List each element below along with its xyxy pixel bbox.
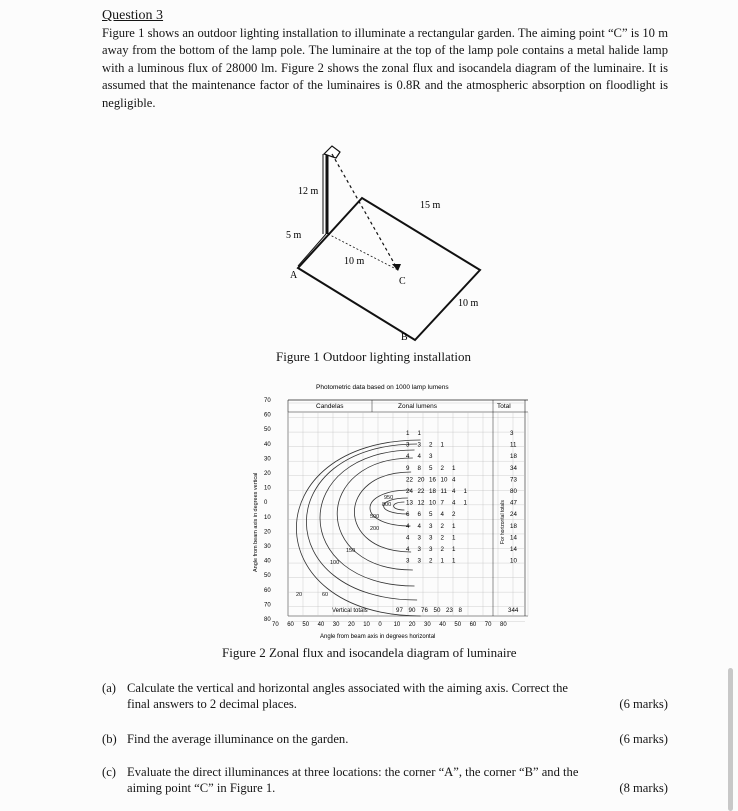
fig2-row-total: 18	[510, 522, 517, 530]
fig2-y-tick: 40	[264, 558, 271, 565]
fig2-row-total: 11	[510, 441, 517, 449]
part-c-label: (c)	[102, 765, 116, 779]
fig2-zonal-cell: 3	[429, 522, 433, 530]
part-b-label: (b)	[102, 732, 117, 746]
fig2-row-total: 18	[510, 453, 517, 461]
fig2-zonal-cell: 4	[417, 522, 421, 530]
garden-outline	[298, 198, 480, 340]
fig2-zonal-cell: 2	[440, 464, 444, 472]
fig2-row-total: 14	[510, 546, 517, 553]
fig2-zonal-cell: 7	[440, 499, 444, 507]
fig2-zonal-cell: 9	[406, 464, 410, 472]
fig2-zonal-cell: 6	[417, 511, 421, 519]
fig2-vertical-total: 76	[421, 607, 428, 614]
fig2-grand-total: 344	[508, 607, 519, 614]
fig2-zonal-cell: 4	[406, 546, 410, 553]
fig2-header: Photometric data based on 1000 lamp lumens	[316, 384, 449, 391]
figure-2-diagram	[240, 380, 535, 642]
scrollbar[interactable]	[728, 668, 733, 811]
fig2-zonal-cell: 4	[406, 522, 410, 530]
fig2-x-axis-label: Angle from beam axis in degrees horizontal	[320, 634, 436, 640]
fig2-vertical-total: 90	[408, 607, 416, 614]
fig2-vertical-total: 50	[433, 607, 441, 614]
part-c	[102, 764, 668, 798]
fig2-x-tick: 60	[469, 622, 477, 628]
fig2-zonal-cell: 12	[417, 499, 425, 507]
fig2-zonal-cell: 2	[440, 534, 444, 542]
fig2-contour-label: 200	[370, 526, 380, 532]
fig2-y-tick: 0	[264, 500, 268, 507]
fig2-x-tick: 40	[439, 622, 446, 628]
fig2-contour-label: 800	[382, 502, 392, 508]
figure-1-diagram	[260, 140, 490, 345]
part-a-text: Calculate the vertical and horizontal angles associated with the aiming axis. Correct the final answers to 2 decimal places.	[127, 681, 568, 711]
figure-1-caption: Figure 1 Outdoor lighting installation	[276, 349, 471, 364]
fig2-zonal-cell: 10	[440, 476, 448, 484]
fig2-zonal-cell: 1	[463, 488, 467, 495]
fig2-zonal-cell: 2	[440, 546, 444, 553]
fig2-x-tick: 30	[332, 622, 340, 628]
fig2-zonal-cell: 4	[417, 453, 421, 461]
fig2-side-label: For horizontal totals	[500, 500, 506, 544]
fig2-zonal-cell: 8	[417, 464, 421, 472]
fig2-y-tick: 80	[264, 617, 271, 623]
fig2-zonal-cell: 6	[406, 511, 410, 519]
fig2-zonal-cell: 1	[452, 557, 456, 565]
part-b	[102, 731, 668, 749]
fig2-col-zonal: Zonal lumens	[398, 403, 438, 410]
fig2-zonal-cell: 5	[429, 464, 433, 472]
fig2-zonal-cell: 1	[452, 534, 456, 542]
fig2-zonal-cell: 2	[452, 511, 456, 519]
fig2-zonal-cell: 3	[406, 441, 410, 449]
fig2-y-tick: 50	[264, 573, 271, 580]
fig2-zonal-cell: 2	[429, 441, 433, 449]
fig2-zonal-cell: 3	[417, 546, 421, 553]
fig2-zonal-cell: 3	[429, 534, 433, 542]
fig2-zonal-cell: 4	[406, 453, 410, 461]
fig2-zonal-cell: 18	[429, 488, 436, 495]
fig2-zonal-cell: 5	[429, 511, 433, 519]
fig2-row-total: 14	[510, 534, 517, 542]
label-point-c: C	[399, 276, 406, 287]
fig2-zonal-cell: 24	[406, 488, 413, 495]
label-5m: 5 m	[286, 230, 302, 241]
fig2-vertical-total: 97	[396, 607, 403, 614]
label-corner-a: A	[290, 270, 298, 281]
fig2-y-tick: 50	[264, 427, 271, 434]
fig2-x-tick: 40	[317, 622, 325, 628]
fig2-row-total: 24	[510, 511, 517, 519]
fig2-y-tick: 60	[264, 412, 271, 419]
part-c-marks: (8 marks)	[619, 781, 668, 795]
fig2-x-tick: 20	[408, 622, 416, 628]
fig2-zonal-cell: 4	[452, 499, 456, 507]
fig2-contour-label: 150	[346, 548, 356, 554]
label-long-side: 15 m	[420, 200, 441, 211]
fig2-zonal-cell: 1	[452, 546, 456, 553]
fig2-row-total: 80	[510, 488, 517, 495]
fig2-contour-label: 20	[296, 592, 303, 598]
part-a	[102, 680, 668, 714]
fig2-zonal-cell: 4	[452, 476, 456, 484]
fig2-y-tick: 40	[264, 441, 271, 448]
fig2-zonal-cell: 11	[440, 488, 447, 495]
fig2-row-total: 34	[510, 464, 517, 472]
fig2-zonal-cell: 1	[440, 441, 444, 449]
fig2-col-total: Total	[497, 403, 511, 410]
fig2-x-tick: 70	[272, 622, 279, 628]
fig2-row-total: 10	[510, 557, 517, 565]
fig2-contour-label: 100	[330, 560, 340, 566]
fig2-zonal-cell: 1	[440, 557, 444, 565]
part-c-text: Evaluate the direct illuminances at three locations: the corner “A”, the corner “B” and the aiming point “C” in Figure 1.	[127, 765, 579, 795]
fig2-x-tick: 10	[363, 622, 370, 628]
fig2-y-tick: 10	[264, 514, 271, 521]
fig2-vertical-totals-label: Vertical totals	[332, 608, 368, 614]
fig2-zonal-cell: 3	[417, 441, 421, 449]
fig2-x-tick: 50	[454, 622, 462, 628]
fig2-row-total: 73	[510, 476, 517, 484]
fig2-zonal-cell: 3	[417, 534, 421, 542]
part-b-marks: (6 marks)	[619, 732, 668, 746]
fig2-row-total: 3	[510, 430, 514, 437]
fig2-zonal-cell: 22	[406, 476, 413, 484]
fig2-zonal-cell: 3	[417, 557, 421, 565]
fig2-y-tick: 20	[264, 529, 271, 536]
fig2-y-tick: 60	[264, 587, 271, 594]
fig2-y-axis-label: Angle from beam axis in degrees vertical	[253, 472, 259, 572]
fig2-x-tick: 0	[378, 622, 382, 628]
fig2-vertical-total: 23	[446, 607, 453, 614]
fig2-y-tick: 10	[264, 485, 271, 492]
fig2-contour-label: 60	[322, 592, 329, 598]
question-intro: Figure 1 shows an outdoor lighting installation to illuminate a rectangular garden. The aiming point “C” is 10 m away from the bottom of the lamp pole. The luminaire at the top of the lamp pole contains a metal halide lamp with a luminous flux of 28000 lm. Figure 2 shows the zonal flux and isocandela diagram of the luminaire. It is assumed that the maintenance factor of the luminaires is 0.8R and the atmospheric absorption on floodlight is negligible.	[102, 26, 668, 110]
fig2-zonal-cell: 1	[406, 430, 410, 437]
fig2-y-tick: 70	[264, 602, 271, 609]
fig2-col-candelas: Candelas	[316, 403, 344, 410]
fig2-contour	[394, 502, 405, 510]
fig2-zonal-cell: 10	[429, 499, 436, 507]
fig2-zonal-cell: 4	[440, 511, 444, 519]
fig2-zonal-cell: 4	[452, 488, 456, 495]
fig2-x-tick: 10	[393, 622, 401, 628]
fig2-x-tick: 30	[424, 622, 431, 628]
fig2-x-tick: 80	[500, 622, 507, 628]
fig2-zonal-cell: 13	[406, 499, 413, 507]
fig2-y-tick: 70	[264, 398, 271, 404]
fig2-x-tick: 60	[287, 622, 294, 628]
part-b-text: Find the average illuminance on the garden.	[127, 732, 349, 746]
fig2-zonal-cell: 2	[429, 557, 433, 565]
fig2-zonal-cell: 4	[406, 534, 410, 542]
fig2-y-tick: 30	[264, 456, 271, 463]
part-a-marks: (6 marks)	[619, 697, 668, 711]
fig2-zonal-cell: 22	[417, 488, 425, 495]
fig2-zonal-cell: 3	[406, 557, 410, 565]
fig2-zonal-cell: 20	[417, 476, 425, 484]
label-pole-height: 12 m	[298, 186, 319, 197]
fig2-zonal-cell: 1	[417, 430, 421, 437]
label-corner-b: B	[401, 332, 408, 343]
fig2-contour	[306, 441, 417, 600]
fig2-y-tick: 20	[264, 471, 271, 477]
fig2-zonal-cell: 3	[429, 546, 433, 553]
fig2-row-total: 47	[510, 499, 517, 507]
fig2-vertical-total: 8	[458, 607, 462, 614]
fig2-zonal-cell: 16	[429, 476, 436, 484]
fig2-y-tick: 30	[264, 544, 271, 550]
fig2-zonal-cell: 2	[440, 522, 444, 530]
label-aim-distance: 10 m	[344, 256, 365, 267]
fig2-x-tick: 70	[484, 622, 492, 628]
fig2-contour-label: 500	[370, 514, 380, 520]
fig2-x-tick: 20	[348, 622, 355, 628]
part-a-label: (a)	[102, 681, 116, 695]
figure-2-caption: Figure 2 Zonal flux and isocandela diagram of luminaire	[222, 645, 517, 660]
question-title: Question 3	[102, 8, 164, 23]
fig2-zonal-cell: 1	[452, 464, 456, 472]
fig2-contour-label: 950	[384, 495, 394, 501]
fig2-x-tick: 50	[302, 622, 310, 628]
label-short-side: 10 m	[458, 298, 479, 309]
fig2-zonal-cell: 1	[463, 499, 467, 507]
fig2-zonal-cell: 1	[452, 522, 456, 530]
fig2-zonal-cell: 3	[429, 453, 433, 461]
